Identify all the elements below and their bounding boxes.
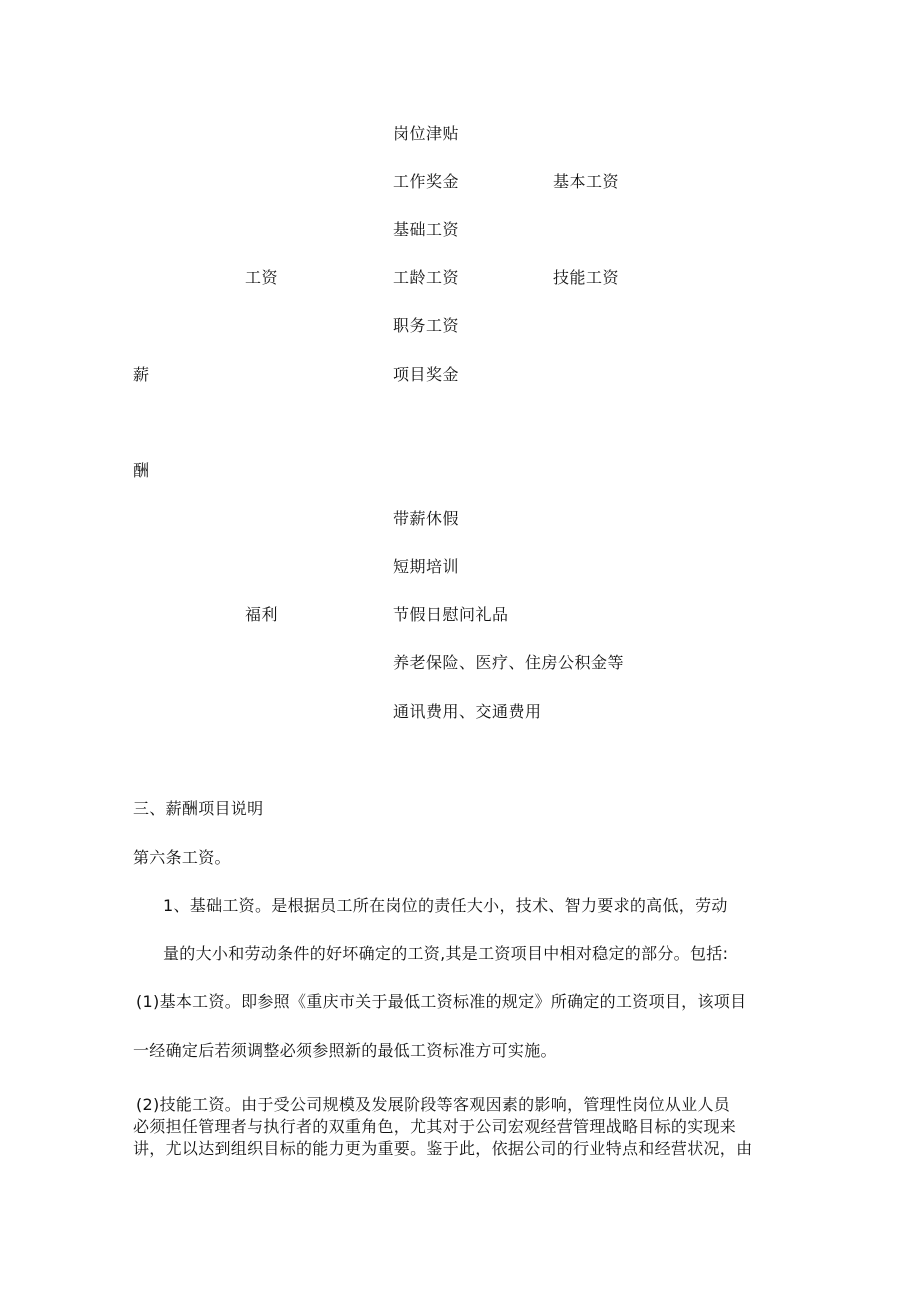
paragraph-2-line-2: 一经确定后若须调整必须参照新的最低工资标准方可实施。	[133, 1041, 557, 1060]
paragraph-2-line-1: (1)基本工资。即参照《重庆市关于最低工资标准的规定》所确定的工资项目，该项目	[136, 992, 747, 1011]
welfare-item-holiday-gifts: 节假日慰问礼品	[393, 605, 509, 624]
paragraph-1-line-2: 量的大小和劳动条件的好坏确定的工资,其是工资项目中相对稳定的部分。包括:	[163, 944, 729, 963]
root-label-chou: 酬	[133, 461, 150, 480]
welfare-item-insurance: 养老保险、医疗、住房公积金等	[393, 653, 625, 672]
wage-sub-basic-wage: 基本工资	[553, 172, 620, 191]
welfare-label: 福利	[245, 605, 279, 624]
welfare-item-communication-transport: 通讯费用、交通费用	[393, 702, 542, 721]
wage-sub-skill-wage: 技能工资	[553, 268, 620, 287]
wage-item-post-allowance: 岗位津贴	[393, 124, 460, 143]
paragraph-1-line-1: 1、基础工资。是根据员工所在岗位的责任大小，技术、智力要求的高低，劳动	[163, 896, 728, 915]
wage-label: 工资	[245, 268, 279, 287]
root-label-xin: 薪	[133, 365, 150, 384]
wage-item-seniority-wage: 工龄工资	[393, 268, 460, 287]
paragraph-3-line-1: (2)技能工资。由于受公司规模及发展阶段等客观因素的影响，管理性岗位从业人员	[136, 1095, 731, 1114]
paragraph-3-line-2: 必须担任管理者与执行者的双重角色，尤其对于公司宏观经营管理战略目标的实现来	[133, 1117, 737, 1136]
wage-item-project-bonus: 项目奖金	[393, 365, 460, 384]
welfare-item-paid-leave: 带薪休假	[393, 509, 460, 528]
paragraph-3-line-3: 讲，尤以达到组织目标的能力更为重要。鉴于此，依据公司的行业特点和经营状况，由	[133, 1139, 753, 1158]
wage-item-position-wage: 职务工资	[393, 316, 460, 335]
section-heading: 三、薪酬项目说明	[133, 799, 264, 818]
welfare-item-short-training: 短期培训	[393, 557, 460, 576]
article-heading: 第六条工资。	[133, 848, 231, 867]
wage-item-work-bonus: 工作奖金	[393, 172, 460, 191]
wage-item-base-wage: 基础工资	[393, 220, 460, 239]
